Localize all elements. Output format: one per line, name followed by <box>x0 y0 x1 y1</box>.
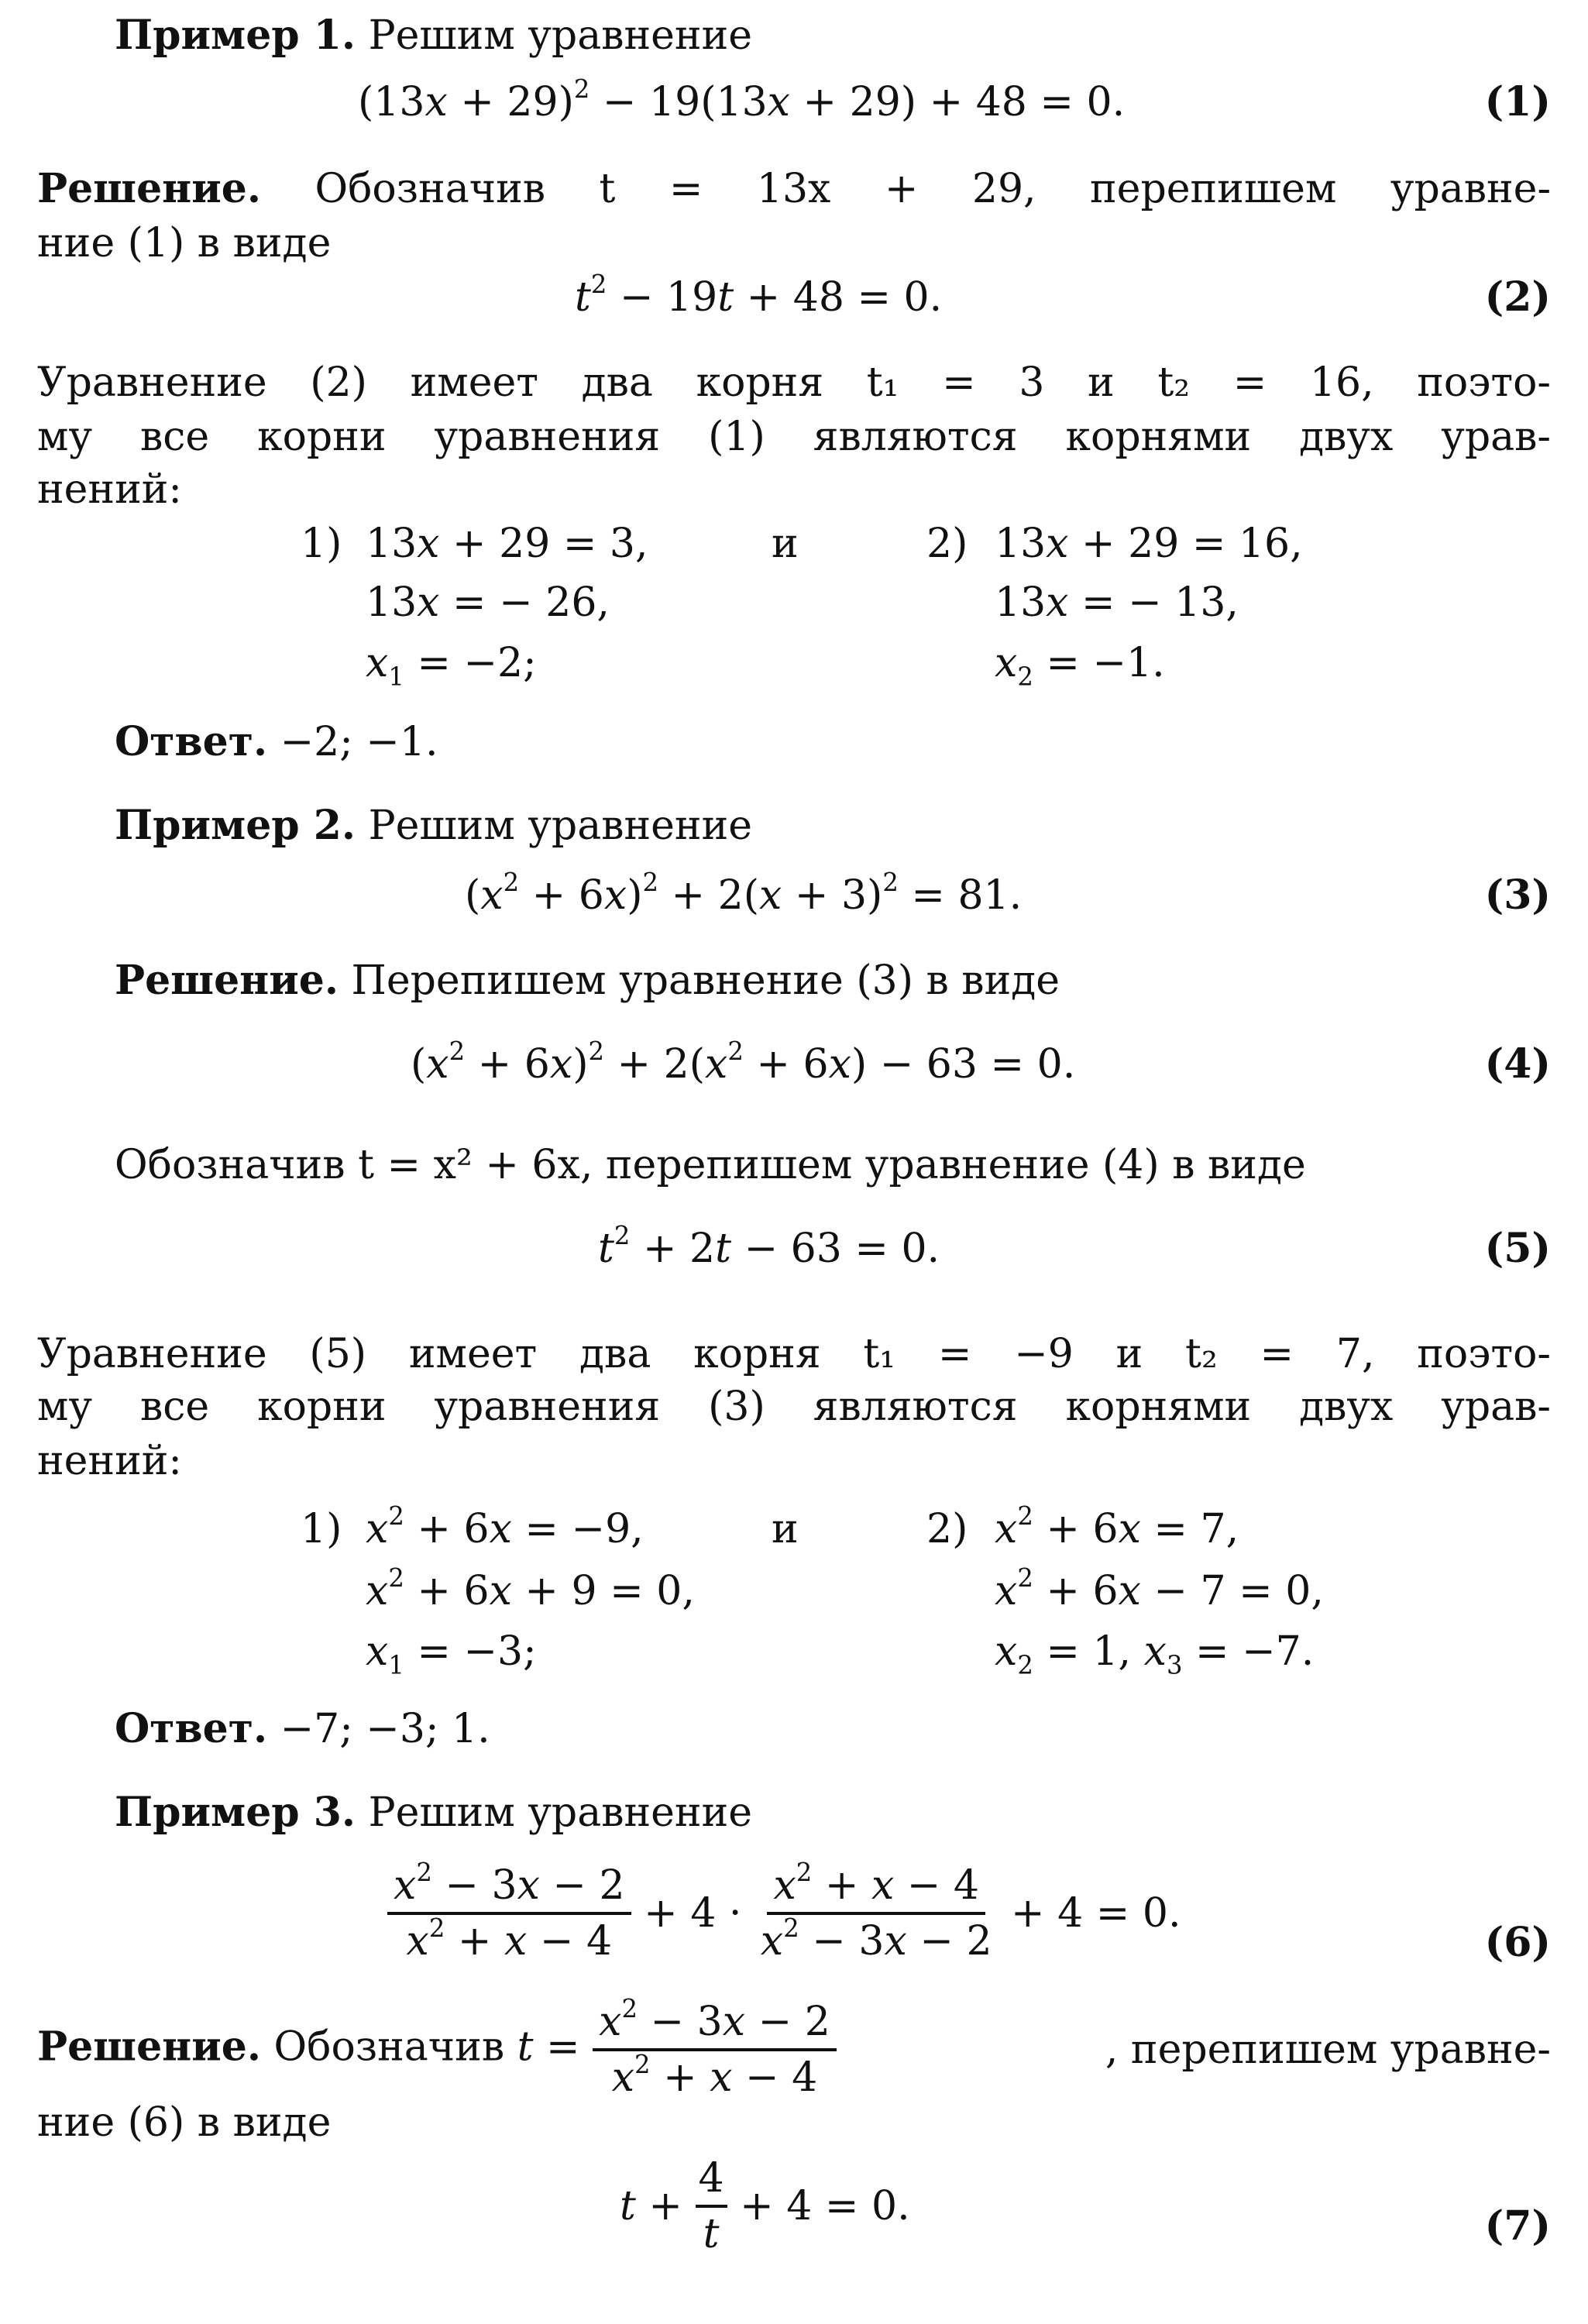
example1-solution-line2: ние (1) в виде <box>37 220 332 266</box>
example2-roots-line2: му все корни уравнения (3) являются корнями двух урав- <box>37 1384 1551 1430</box>
example3-heading <box>115 1789 752 1836</box>
example2-heading <box>115 802 752 849</box>
equation-3: $(x^2 + 6x)^2 + 2(x + 3)^2 = 81$. <box>465 867 1023 919</box>
substitution-fraction: $\frac{x^2 - 3x - 2}{x^2 + x - 4}$ <box>593 2002 837 2098</box>
example3-intro: Решим уравнение <box>368 1789 752 1836</box>
example3-solution-after: , перепишем уравне- <box>1105 2027 1551 2073</box>
equation-2-number: (2) <box>1484 273 1551 321</box>
ex2-system2-line1: $x^2 + 6x = 7$, <box>995 1501 1239 1552</box>
example2-answer-label: Ответ. <box>115 1705 268 1752</box>
ex2-system1-line3: $x_1 = -3$; <box>366 1628 537 1680</box>
equation-7-number: (7) <box>1484 2202 1551 2250</box>
example1-roots-line1: Уравнение (2) имеет два корня t₁ = 3 и t₂ = 16, поэто- <box>37 359 1551 406</box>
eq6-fraction-1: $\frac{x^2 - 3x - 2}{x^2 + x - 4}$ <box>387 1865 631 1961</box>
ex1-system-and: и <box>772 521 799 567</box>
ex2-system-and: и <box>772 1506 799 1552</box>
example3-solution-line1: Решение. Обозначив t = $\frac{x^2 - 3x - 2}{x^2 + x - 4}$ , перепишем уравне- <box>37 1993 1551 2101</box>
ex2-system1-line2: $x^2 + 6x + 9 = 0$, <box>366 1563 695 1614</box>
example3-solution-word: Обозначив <box>273 2023 505 2071</box>
equation-1-number: (1) <box>1484 78 1551 125</box>
example1-answer-label: Ответ. <box>115 718 268 765</box>
equation-3-number: (3) <box>1484 871 1551 919</box>
equation-7: t + $\frac{4}{t}$ + 4 = 0. <box>620 2155 910 2257</box>
equation-5-number: (5) <box>1484 1225 1551 1272</box>
eq7-fraction: $\frac{4}{t}$ <box>696 2158 727 2254</box>
example2-solution-text: Перепишем уравнение (3) в виде <box>351 957 1060 1004</box>
equation-6-number: (6) <box>1484 1919 1551 1966</box>
example1-roots-line3: нений: <box>37 466 182 513</box>
example1-roots-line2: му все корни уравнения (1) являются корнями двух урав- <box>37 414 1551 460</box>
example2-roots-line3: нений: <box>37 1438 182 1484</box>
example2-substitution-line: Обозначив t = x² + 6x, перепишем уравнение (4) в виде <box>115 1142 1306 1188</box>
example1-solution-text: Обозначив t = 13x + 29, перепишем уравне- <box>315 166 1552 212</box>
ex2-system2-number: 2) <box>926 1506 968 1552</box>
ex2-system2-line2: $x^2 + 6x - 7 = 0$, <box>995 1563 1324 1614</box>
ex1-system2-number: 2) <box>926 521 968 567</box>
ex2-system2-line3: $x_2 = 1$, $x_3 = -7$. <box>995 1628 1315 1680</box>
equation-4-number: (4) <box>1484 1040 1551 1088</box>
example1-solution-line1 <box>37 165 1552 212</box>
equation-2: $t^2 - 19t + 48 = 0$. <box>575 269 943 321</box>
eq6-fraction-2: $\frac{x^2 + x - 4}{x^2 - 3x - 2}$ <box>760 1857 992 1965</box>
ex1-system1-line3: $x_1 = -2$; <box>366 640 537 692</box>
ex1-system2-line1: 13x + 29 = 16, <box>995 521 1303 567</box>
example1-answer-value: −2; −1. <box>280 719 438 765</box>
example1-intro: Решим уравнение <box>368 12 752 59</box>
example2-solution <box>115 957 1060 1004</box>
equation-6: $\frac{x^2 - 3x - 2}{x^2 + x - 4}$ + 4 · $\frac{x^2 + x - 4}{x^2 - 3x - 2}$ + 4 = 0. <box>387 1865 1181 1961</box>
example1-answer <box>115 718 438 765</box>
ex2-system1-line1: $x^2 + 6x = -9$, <box>366 1501 644 1552</box>
ex2-system1-number: 1) <box>301 1506 342 1552</box>
ex1-system2-line2: 13x = − 13, <box>995 579 1239 626</box>
example3-solution-label: Решение. <box>37 2023 261 2071</box>
ex1-system2-line3: $x_2 = -1$. <box>995 640 1165 692</box>
equation-1: $(13x + 29)^2 - 19(13x + 29) + 48 = 0$. <box>358 74 1126 125</box>
example2-label: Пример 2. <box>115 802 356 849</box>
example2-answer-value: −7; −3; 1. <box>280 1706 490 1752</box>
example2-answer <box>115 1705 490 1752</box>
ex1-system1-line1: 13x + 29 = 3, <box>366 521 648 567</box>
ex1-system1-number: 1) <box>301 521 342 567</box>
equation-5: $t^2 + 2t - 63 = 0$. <box>598 1220 940 1272</box>
example1-label: Пример 1. <box>115 12 356 59</box>
example2-roots-line1: Уравнение (5) имеет два корня t₁ = −9 и t₂ = 7, поэто- <box>37 1331 1551 1377</box>
example3-solution-line2: ние (6) в виде <box>37 2099 332 2146</box>
example2-intro: Решим уравнение <box>368 803 752 849</box>
ex1-system1-line2: 13x = − 26, <box>366 579 610 626</box>
example1-solution-label: Решение. <box>37 165 261 212</box>
example2-solution-label: Решение. <box>115 957 339 1004</box>
equation-4: $(x^2 + 6x)^2 + 2(x^2 + 6x) - 63 = 0$. <box>411 1036 1076 1088</box>
example1-heading <box>115 12 752 59</box>
example3-label: Пример 3. <box>115 1789 356 1836</box>
